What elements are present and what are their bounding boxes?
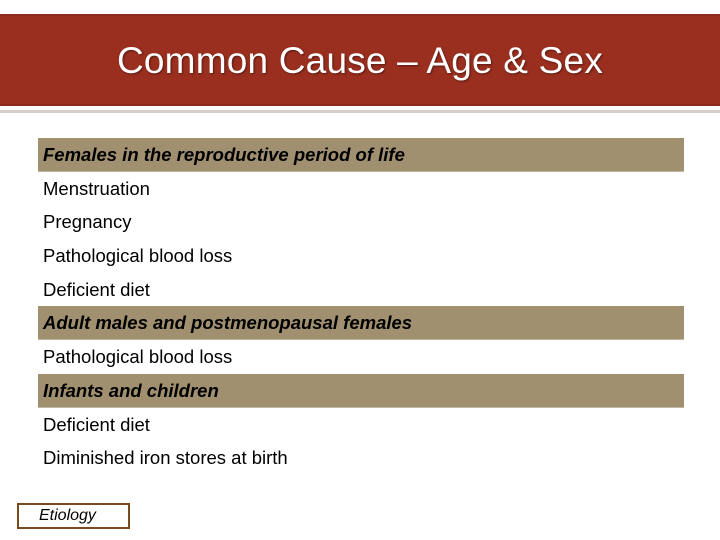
table-header-row: Females in the reproductive period of life [38, 138, 684, 172]
table-row: Pregnancy [43, 211, 132, 233]
table-header-row: Infants and children [38, 374, 684, 408]
table-header-row: Adult males and postmenopausal females [38, 306, 684, 340]
table-row: Menstruation [43, 177, 150, 199]
title-divider [0, 110, 720, 113]
table-row: Pathological blood loss [43, 346, 233, 368]
slide-title: Common Cause – Age & Sex [116, 40, 604, 81]
title-bar [0, 14, 720, 106]
table-row: Diminished iron stores at birth [43, 447, 288, 469]
etiology-button[interactable]: Etiology [17, 503, 130, 529]
table-row: Deficient diet [43, 413, 150, 435]
table-row: Pathological blood loss [43, 245, 233, 267]
cause-table [38, 138, 684, 475]
table-row: Deficient diet [43, 278, 150, 300]
